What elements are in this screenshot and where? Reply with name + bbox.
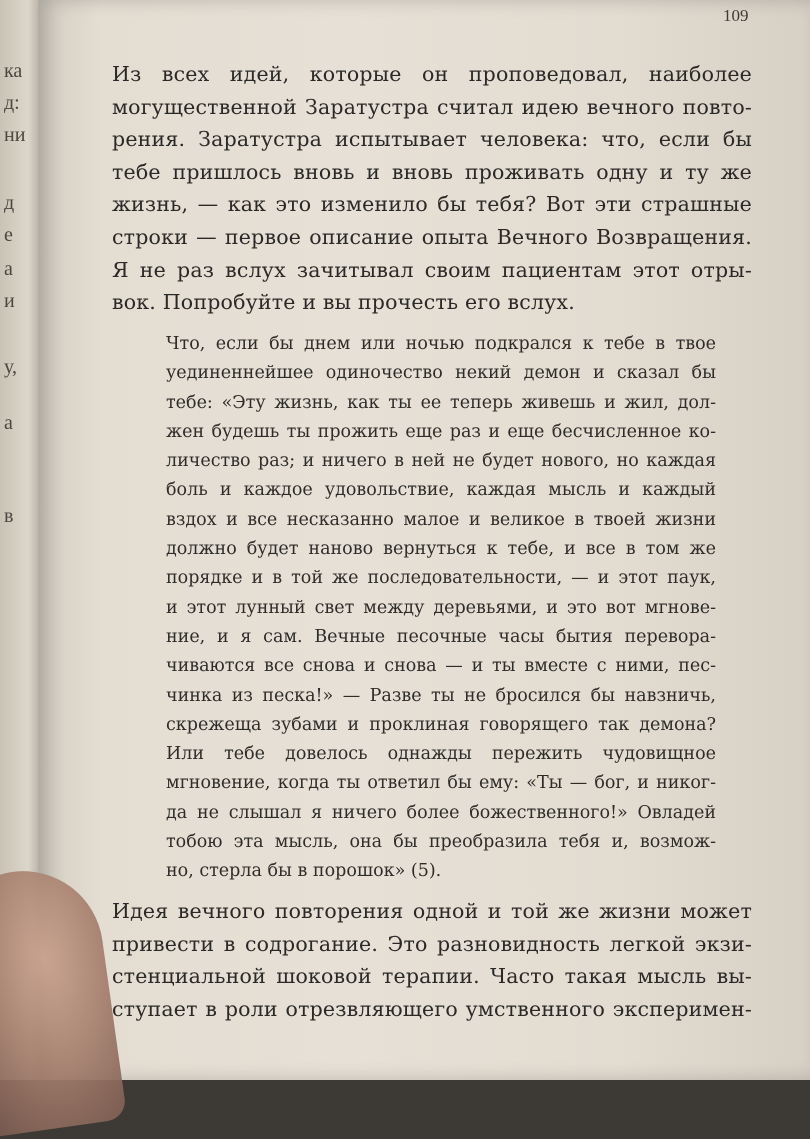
quote-line: тобою эта мысль, она бы преобразила тебя и, возмож- — [166, 832, 716, 853]
quote-line: и этот лунный свет между деревьями, и это вот мгнове- — [166, 597, 716, 618]
text-line: Я не раз вслух зачитывал своим пациентам этот отры- — [112, 257, 752, 282]
paragraph-3 — [112, 895, 752, 1025]
page-number: 109 — [723, 6, 749, 25]
quote-line: личество раз; и ничего в ней не будет нового, но каждая — [166, 451, 716, 472]
quote-line: чиваются все снова и снова — и ты вместе с ними, пес- — [166, 656, 716, 677]
prev-page-fragment: ни — [4, 124, 26, 146]
text-line: ступает в роли отрезвляющего умственного эксперимен- — [112, 996, 752, 1021]
quote-line: Или тебе довелось однажды пережить чудовищное — [166, 744, 716, 765]
quote-line: мгновение, когда ты ответил бы ему: «Ты — бог, и никог- — [166, 773, 716, 794]
text-line: жизнь, — как это изменило бы тебя? Вот эти страшные — [112, 192, 752, 217]
prev-page-fragment: е — [4, 224, 13, 246]
quote-line: уединеннейшее одиночество некий демон и сказал бы — [166, 363, 716, 384]
book-page — [38, 0, 810, 1080]
prev-page-fragment: д — [4, 192, 15, 214]
quote-line: должно будет наново вернуться к тебе, и все в том же — [166, 539, 716, 560]
text-line: стенциальной шоковой терапии. Часто такая мысль вы- — [112, 964, 752, 989]
quote-line: ние, и я сам. Вечные песочные часы бытия перевора- — [166, 626, 716, 647]
quote-line: порядке и в той же последовательности, — и этот паук, — [166, 568, 716, 589]
text-line: Из всех идей, которые он проповедовал, наиболее — [112, 62, 752, 86]
block-quote — [166, 330, 716, 887]
quote-line: боль и каждое удовольствие, каждая мысль и каждый — [166, 480, 716, 501]
text-line: Идея вечного повторения одной и той же жизни может — [112, 899, 752, 923]
prev-page-fragment: ка — [4, 60, 23, 82]
prev-page-fragment: д: — [4, 92, 20, 114]
prev-page-fragment: а — [4, 412, 13, 434]
quote-line: чинка из песка!» — Разве ты не бросился бы навзничь, — [166, 685, 716, 706]
prev-page-fragment: у, — [4, 356, 17, 378]
quote-line: да не слышал я ничего более божественного!» Овладей — [166, 802, 716, 823]
quote-line: скрежеща зубами и проклиная говорящего так демона? — [166, 714, 716, 735]
text-line: вок. Попробуйте и вы прочесть его вслух. — [112, 290, 575, 315]
prev-page-fragment: и — [4, 290, 15, 312]
text-line: рения. Заратустра испытывает человека: что, если бы — [112, 127, 752, 152]
quote-line: но, стерла бы в порошок» (5). — [166, 861, 442, 882]
text-line: привести в содрогание. Это разновидность легкой экзи- — [112, 931, 752, 956]
prev-page-fragment: а — [4, 258, 13, 280]
text-line: тебе пришлось вновь и вновь проживать одну и ту же — [112, 159, 752, 184]
prev-page-fragment: в — [4, 505, 14, 527]
quote-line: вздох и все несказанно малое и великое в твоей жизни — [166, 509, 716, 530]
quote-line: тебе: «Эту жизнь, как ты ее теперь живешь и жил, дол- — [166, 392, 716, 413]
quote-line: Что, если бы днем или ночью подкрался к тебе в твое — [166, 334, 716, 354]
text-line: строки — первое описание опыта Вечного Возвращения. — [112, 224, 752, 249]
text-line: могущественной Заратустра считал идею вечного повто- — [112, 94, 752, 119]
paragraph-1 — [112, 58, 752, 319]
quote-line: жен будешь ты прожить еще раз и еще бесчисленное ко- — [166, 421, 716, 442]
